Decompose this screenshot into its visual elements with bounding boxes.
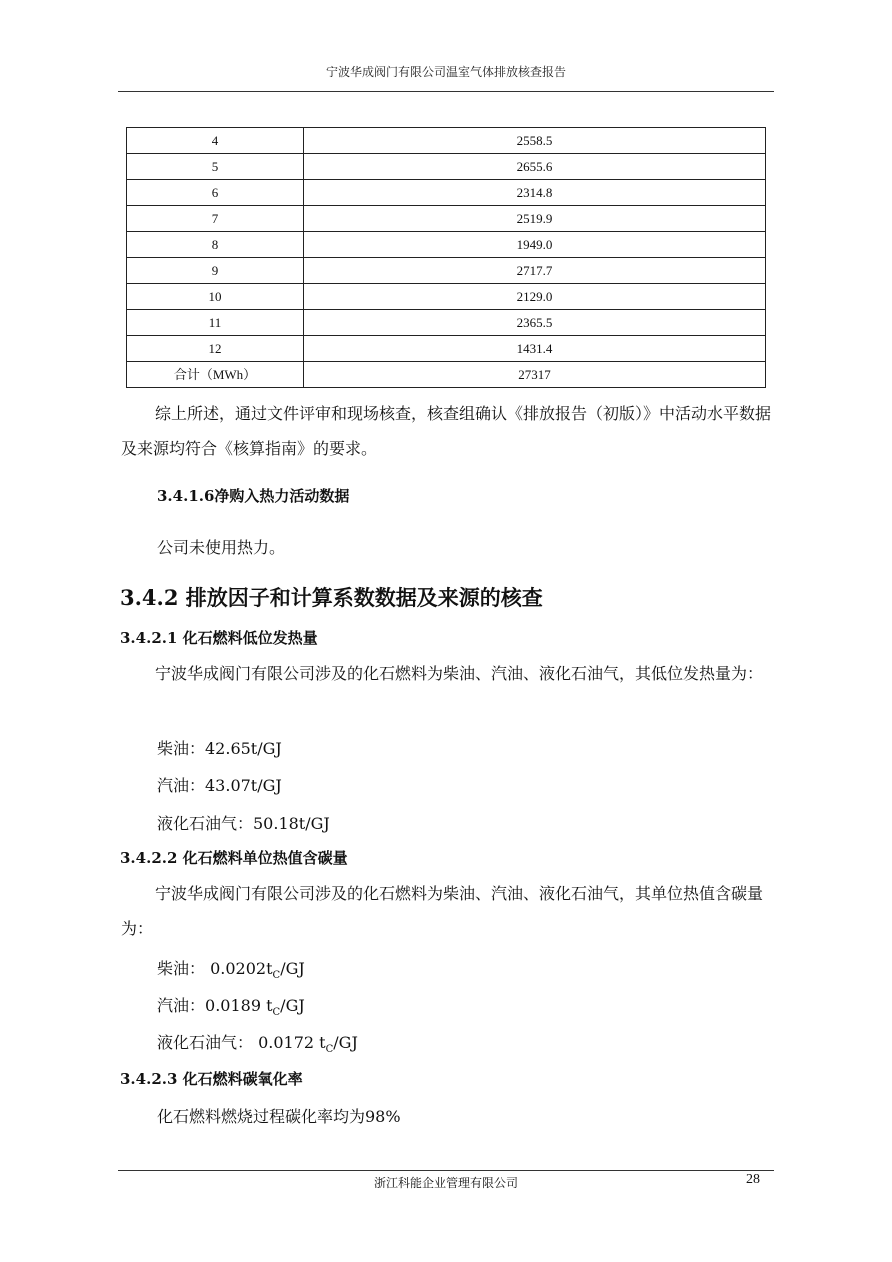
month-cell: 合计（MWh） (127, 362, 304, 388)
value-cell: 2717.7 (304, 258, 766, 284)
footer-divider (118, 1170, 774, 1171)
month-cell: 10 (127, 284, 304, 310)
value-cell: 2519.9 (304, 206, 766, 232)
cc-gasoline (157, 993, 305, 1018)
value-cell: 2129.0 (304, 284, 766, 310)
cc-lpg (157, 1030, 358, 1055)
table-row (127, 232, 766, 258)
table-row (127, 284, 766, 310)
table-row (127, 206, 766, 232)
month-cell: 9 (127, 258, 304, 284)
table-row (127, 154, 766, 180)
cc-unit: /GJ (333, 1033, 358, 1052)
table-row (127, 180, 766, 206)
table-row (127, 310, 766, 336)
value-cell: 27317 (304, 362, 766, 388)
month-cell: 6 (127, 180, 304, 206)
cc-diesel (157, 956, 305, 981)
month-cell: 8 (127, 232, 304, 258)
header-divider (118, 91, 774, 92)
cc-lpg-value: 0.0172 t (258, 1033, 326, 1052)
table-row (127, 258, 766, 284)
cc-unit: /GJ (280, 996, 305, 1015)
cc-gasoline-value: 0.0189 t (205, 996, 273, 1015)
value-cell: 2558.5 (304, 128, 766, 154)
electricity-table (126, 127, 766, 388)
month-cell: 4 (127, 128, 304, 154)
table-row (127, 362, 766, 388)
cc-subscript: C (325, 1044, 334, 1056)
cc-gasoline-label: 汽油： (157, 996, 206, 1015)
carbon-content-paragraph: 宁波华成阀门有限公司涉及的化石燃料为柴油、汽油、液化石油气，其单位热值含碳量为： (121, 884, 764, 938)
summary-paragraph: 综上所述，通过文件评审和现场核查，核查组确认《排放报告（初版）》中活动水平数据及来源均符合《核算指南》的要求。 (121, 404, 772, 458)
heading-342: 3.4.2 排放因子和计算系数数据及来源的核查 (120, 585, 543, 610)
heading-3416: 3.4.1.6净购入热力活动数据 (157, 487, 350, 505)
cc-unit: /GJ (280, 959, 305, 978)
header-title: 宁波华成阀门有限公司温室气体排放核查报告 (325, 65, 566, 79)
value-cell: 2655.6 (304, 154, 766, 180)
cc-subscript: C (272, 970, 281, 982)
cc-subscript: C (272, 1007, 281, 1019)
month-cell: 5 (127, 154, 304, 180)
cc-diesel-value: 0.0202t (210, 959, 273, 978)
ncv-lpg: 液化石油气：50.18t/GJ (157, 814, 330, 833)
ncv-paragraph: 宁波华成阀门有限公司涉及的化石燃料为柴油、汽油、液化石油气，其低位发热量为： (155, 664, 764, 683)
heading-3421: 3.4.2.1 化石燃料低位发热量 (120, 629, 318, 647)
value-cell: 1431.4 (304, 336, 766, 362)
cc-diesel-label: 柴油： (157, 959, 206, 978)
month-cell: 7 (127, 206, 304, 232)
ncv-gasoline: 汽油：43.07t/GJ (157, 776, 282, 795)
ncv-diesel: 柴油：42.65t/GJ (157, 739, 282, 758)
heat-paragraph: 公司未使用热力。 (157, 538, 286, 557)
heading-3423: 3.4.2.3 化石燃料碳氧化率 (120, 1070, 303, 1088)
cc-lpg-label: 液化石油气： (157, 1033, 254, 1052)
value-cell: 1949.0 (304, 232, 766, 258)
footer-company: 浙江科能企业管理有限公司 (373, 1176, 518, 1190)
table-row (127, 128, 766, 154)
value-cell: 2365.5 (304, 310, 766, 336)
month-cell: 12 (127, 336, 304, 362)
heading-3422: 3.4.2.2 化石燃料单位热值含碳量 (120, 849, 348, 867)
page-number: 28 (746, 1172, 760, 1187)
value-cell: 2314.8 (304, 180, 766, 206)
oxidation-paragraph: 化石燃料燃烧过程碳化率均为98% (157, 1107, 401, 1126)
month-cell: 11 (127, 310, 304, 336)
table-row (127, 336, 766, 362)
